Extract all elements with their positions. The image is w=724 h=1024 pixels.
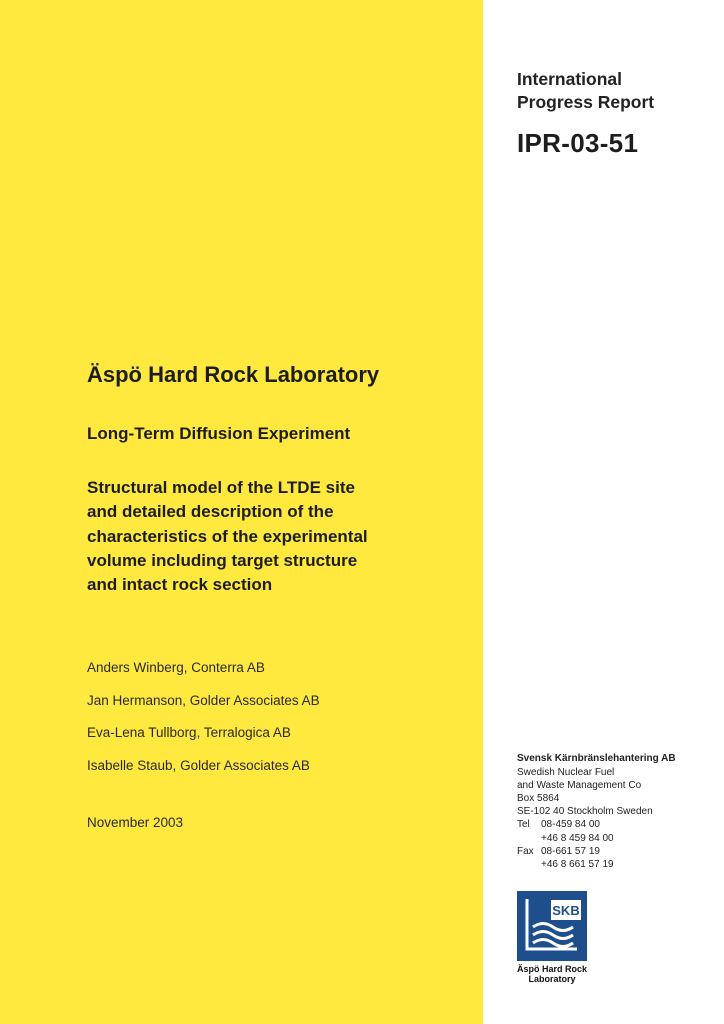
tel-number: 08-459 84 00 <box>541 819 600 831</box>
experiment-subtitle: Long-Term Diffusion Experiment <box>87 424 351 443</box>
main-title-line: Structural model of the LTDE site <box>87 478 355 497</box>
fax-number: 08-661 57 19 <box>541 845 600 857</box>
skb-logo-icon <box>517 891 587 961</box>
logo-caption-line-1: Äspö Hard Rock <box>517 964 588 974</box>
logo-caption <box>517 964 587 984</box>
series-line-1: International <box>517 69 623 89</box>
author-list <box>87 659 320 789</box>
author: Isabelle Staub, Golder Associates AB <box>87 757 310 773</box>
organization-name: Svensk Kärnbränslehantering AB <box>517 753 676 764</box>
main-title-line: and detailed description of the <box>87 502 334 522</box>
tel-row-intl <box>517 832 676 845</box>
fax-number-intl: +46 8 661 57 19 <box>541 858 614 870</box>
logo-mark-text: SKB <box>552 903 580 918</box>
lab-title: Äspö Hard Rock Laboratory <box>87 362 380 387</box>
fax-label: Fax <box>517 845 534 857</box>
postal-address: SE-102 40 Stockholm Sweden <box>517 806 653 818</box>
organization-line: Swedish Nuclear Fuel <box>517 767 615 779</box>
main-title-line: volume including target structure <box>87 550 358 570</box>
main-title-line: characteristics of the experimental <box>87 526 368 546</box>
series-line-2: Progress Report <box>517 92 655 112</box>
tel-row <box>517 818 676 831</box>
main-title-line: and intact rock section <box>87 575 273 595</box>
author: Jan Hermanson, Golder Associates AB <box>87 692 320 708</box>
author: Eva-Lena Tullborg, Terralogica AB <box>87 725 291 740</box>
tel-label: Tel <box>517 819 530 831</box>
postal-box: Box 5864 <box>517 793 560 805</box>
report-main-title <box>87 476 447 597</box>
organization-line: and Waste Management Co <box>517 780 642 792</box>
series-title <box>517 68 654 114</box>
fax-row-intl <box>517 858 676 871</box>
tel-number-intl: +46 8 459 84 00 <box>541 832 614 844</box>
publication-date: November 2003 <box>87 815 184 830</box>
report-id: IPR-03-51 <box>517 128 639 158</box>
organization-contact <box>517 752 676 871</box>
author: Anders Winberg, Conterra AB <box>87 660 265 675</box>
fax-row <box>517 845 676 858</box>
skb-logo <box>517 891 587 984</box>
logo-caption-line-2: Laboratory <box>528 974 576 984</box>
